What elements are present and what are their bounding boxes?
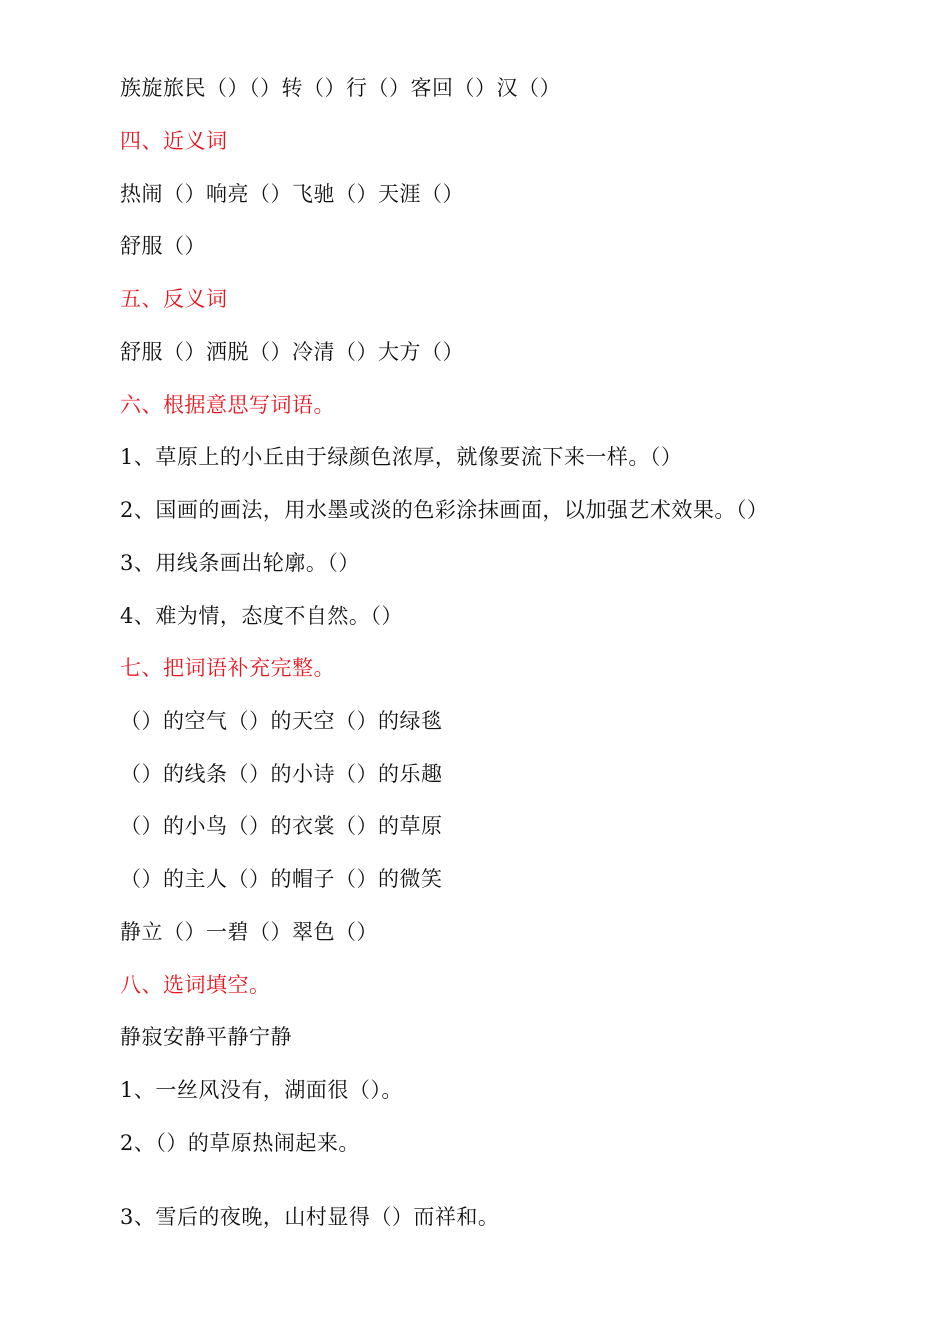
exercise-line-synonyms-1: 热闹（）响亮（）飞驰（）天涯（） [120,182,464,206]
exercise-line-meaning-4: 4、难为情，态度不自然。（） [120,604,403,628]
section-heading-synonyms: 四、近义词 [120,129,228,153]
exercise-line-fill-2: 2、（）的草原热闹起来。 [120,1131,360,1155]
exercise-line-complete-4: （）的主人（）的帽子（）的微笑 [120,867,443,891]
exercise-line-complete-5: 静立（）一碧（）翠色（） [120,920,378,944]
exercise-line-complete-2: （）的线条（）的小诗（）的乐趣 [120,762,443,786]
exercise-line-synonyms-2: 舒服（） [120,234,206,258]
exercise-line-meaning-3: 3、用线条画出轮廓。（） [120,551,360,575]
section-heading-fill: 八、选词填空。 [120,973,271,997]
exercise-line-complete-3: （）的小鸟（）的衣裳（）的草原 [120,814,443,838]
section-heading-antonyms: 五、反义词 [120,287,228,311]
exercise-line-characters: 族旋旅民（）（）转（）行（）客回（）汉（） [120,76,561,100]
exercise-line-meaning-2: 2、国画的画法，用水墨或淡的色彩涂抹画面，以加强艺术效果。（） [120,498,769,522]
exercise-line-antonyms: 舒服（）洒脱（）冷清（）大方（） [120,340,464,364]
section-heading-meaning: 六、根据意思写词语。 [120,393,335,417]
exercise-line-meaning-1: 1、草原上的小丘由于绿颜色浓厚，就像要流下来一样。（） [120,445,683,469]
word-bank: 静寂安静平静宁静 [120,1025,292,1049]
exercise-line-fill-3: 3、雪后的夜晚，山村显得（）而祥和。 [120,1205,500,1229]
exercise-line-complete-1: （）的空气（）的天空（）的绿毯 [120,709,443,733]
exercise-line-fill-1: 1、一丝风没有，湖面很（）。 [120,1078,403,1102]
section-heading-complete: 七、把词语补充完整。 [120,656,335,680]
